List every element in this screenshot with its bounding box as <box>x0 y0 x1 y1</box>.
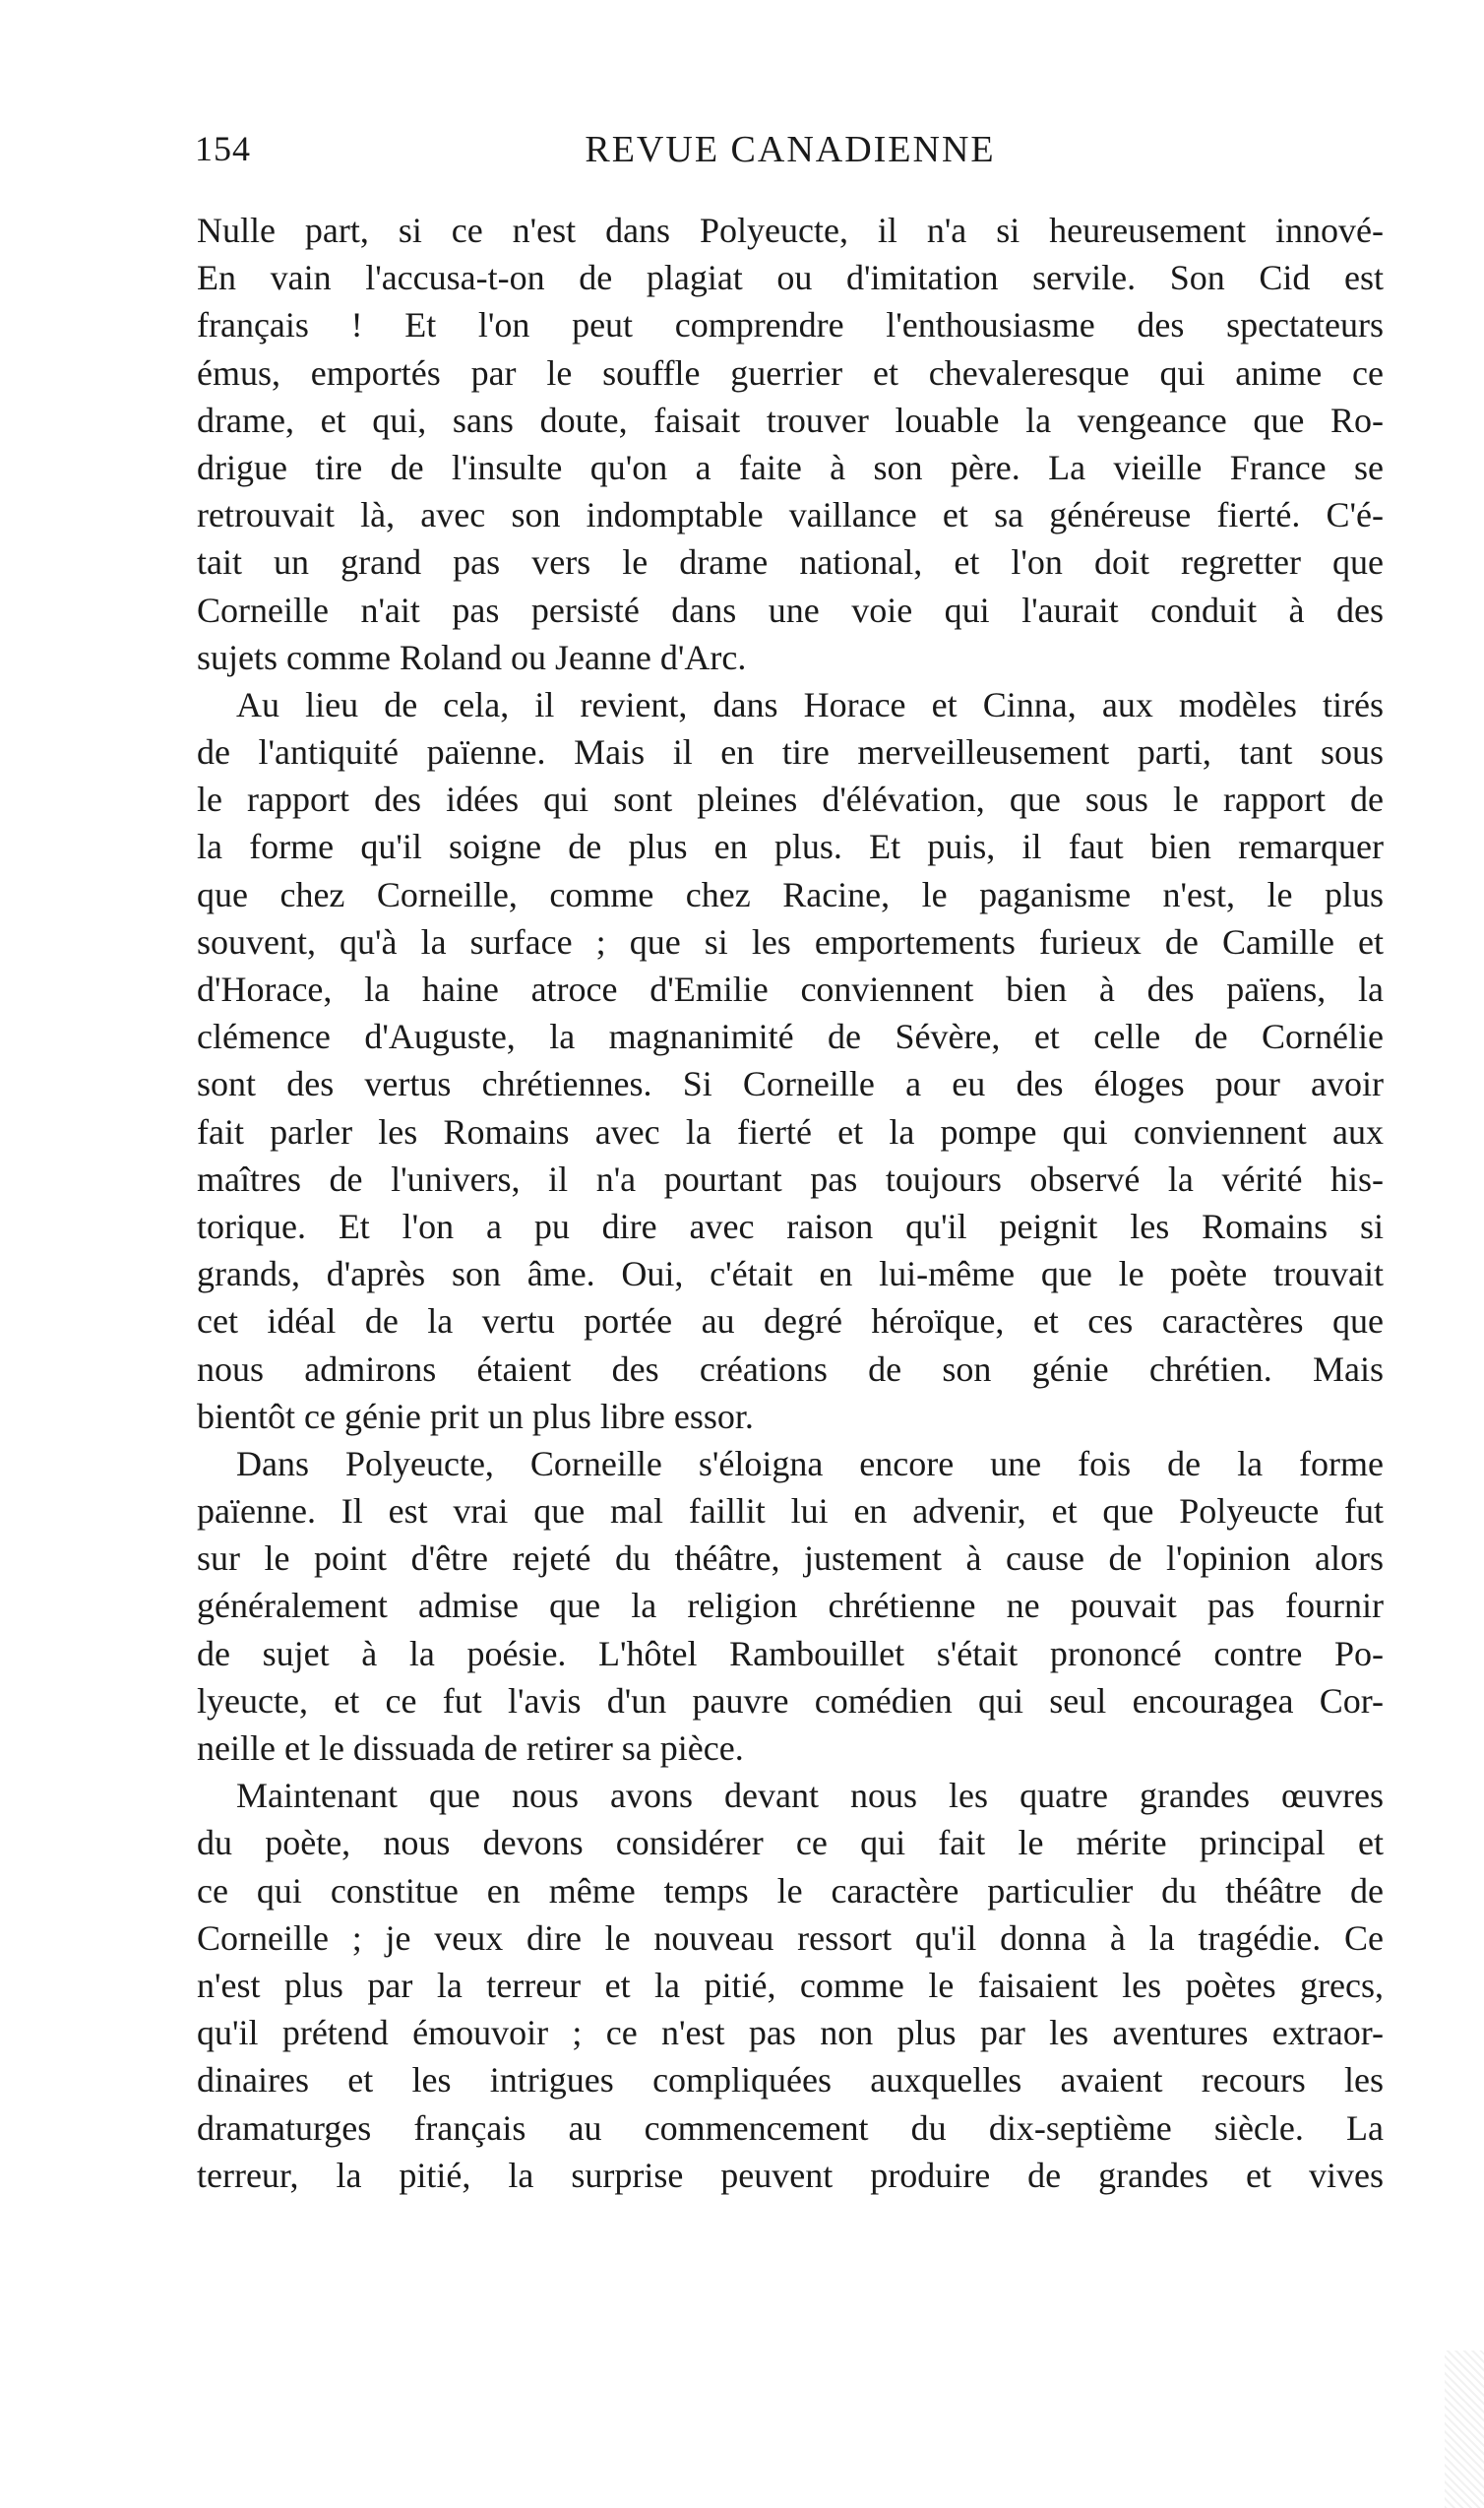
text-line: n'est plus par la terreur et la pitié, comme le faisaient les poètes grecs, <box>197 1965 1384 2005</box>
page-edge-speckle <box>1445 2351 1484 2508</box>
text-line: Maintenant que nous avons devant nous les quatre grandes œuvres <box>236 1776 1384 1816</box>
text-line: cet idéal de la vertu portée au degré héroïque, et ces caractères que <box>197 1301 1384 1342</box>
running-title: REVUE CANADIENNE <box>585 129 996 170</box>
text-line: dramaturges français au commencement du dix-septième siècle. La <box>197 2107 1384 2148</box>
text-line: la forme qu'il soigne de plus en plus. Et puis, il faut bien remarquer <box>197 827 1384 867</box>
text-line: dinaires et les intrigues compliquées auxquelles avaient recours les <box>197 2060 1384 2100</box>
text-line: que chez Corneille, comme chez Racine, le paganisme n'est, le plus <box>197 874 1384 914</box>
text-line: fait parler les Romains avec la fierté et la pompe qui conviennent aux <box>197 1111 1384 1152</box>
text-line: généralement admise que la religion chrétienne ne pouvait pas fournir <box>197 1586 1384 1626</box>
text-line: de l'antiquité païenne. Mais il en tire merveilleusement parti, tant sous <box>197 732 1384 773</box>
text-line: sujets comme Roland ou Jeanne d'Arc. <box>197 637 747 677</box>
text-line: Corneille n'ait pas persisté dans une voie qui l'aurait conduit à des <box>197 590 1384 630</box>
text-line: grands, d'après son âme. Oui, c'était en lui-même que le poète trouvait <box>197 1254 1384 1294</box>
text-line: bientôt ce génie prit un plus libre essor. <box>197 1396 754 1436</box>
text-line: Dans Polyeucte, Corneille s'éloigna encore une fois de la forme <box>236 1443 1384 1483</box>
text-line: d'Horace, la haine atroce d'Emilie conviennent bien à des païens, la <box>197 970 1384 1009</box>
text-line: sont des vertus chrétiennes. Si Corneille a eu des éloges pour avoir <box>197 1064 1384 1104</box>
text-line: Nulle part, si ce n'est dans Polyeucte, il n'a si heureusement innové- <box>197 211 1384 250</box>
text-line: qu'il prétend émouvoir ; ce n'est pas non plus par les aventures extraor- <box>197 2013 1384 2053</box>
text-line: souvent, qu'à la surface ; que si les emportements furieux de Camille et <box>197 921 1384 962</box>
paragraph <box>197 207 1384 681</box>
page-number: 154 <box>195 129 251 168</box>
text-line: Corneille ; je veux dire le nouveau ressort qu'il donna à la tragédie. Ce <box>197 1917 1384 1958</box>
text-line: Au lieu de cela, il revient, dans Horace et Cinna, aux modèles tirés <box>236 684 1384 724</box>
text-line: clémence d'Auguste, la magnanimité de Sévère, et celle de Cornélie <box>197 1017 1384 1057</box>
text-line: français ! Et l'on peut comprendre l'enthousiasme des spectateurs <box>197 305 1384 345</box>
page-header <box>195 128 1386 187</box>
text-line: du poète, nous devons considérer ce qui fait le mérite principal et <box>197 1823 1384 1863</box>
text-line: maîtres de l'univers, il n'a pourtant pas toujours observé la vérité his- <box>197 1159 1384 1199</box>
text-line: nous admirons étaient des créations de son génie chrétien. Mais <box>197 1348 1384 1389</box>
text-line: le rapport des idées qui sont pleines d'élévation, que sous le rapport de <box>197 780 1384 820</box>
text-line: retrouvait là, avec son indomptable vaillance et sa généreuse fierté. C'é- <box>197 495 1384 535</box>
text-line: tait un grand pas vers le drame national, et l'on doit regretter que <box>197 542 1384 583</box>
paragraph <box>197 681 1384 1440</box>
paragraph <box>197 1440 1384 1772</box>
text-line: neille et le dissuada de retirer sa pièce. <box>197 1728 744 1768</box>
text-line: drigue tire de l'insulte qu'on a faite à son père. La vieille France se <box>197 447 1384 487</box>
text-line: drame, et qui, sans doute, faisait trouver louable la vengeance que Ro- <box>197 400 1384 440</box>
text-line: lyeucte, et ce fut l'avis d'un pauvre comédien qui seul encouragea Cor- <box>197 1680 1384 1721</box>
text-line: ce qui constitue en même temps le caractère particulier du théâtre de <box>197 1870 1384 1911</box>
text-line: païenne. Il est vrai que mal faillit lui en advenir, et que Polyeucte fut <box>197 1491 1384 1532</box>
text-line: émus, emportés par le souffle guerrier et chevaleresque qui anime ce <box>197 352 1384 393</box>
paragraph <box>197 1772 1384 2199</box>
text-line: de sujet à la poésie. L'hôtel Rambouillet s'était prononcé contre Po- <box>197 1633 1384 1673</box>
body-text <box>197 207 1384 2199</box>
text-line: En vain l'accusa-t-on de plagiat ou d'imitation servile. Son Cid est <box>197 258 1384 298</box>
text-line: torique. Et l'on a pu dire avec raison qu'il peignit les Romains si <box>197 1206 1384 1246</box>
text-line: sur le point d'être rejeté du théâtre, justement à cause de l'opinion alors <box>197 1538 1384 1579</box>
text-line: terreur, la pitié, la surprise peuvent produire de grandes et vives <box>197 2155 1384 2195</box>
